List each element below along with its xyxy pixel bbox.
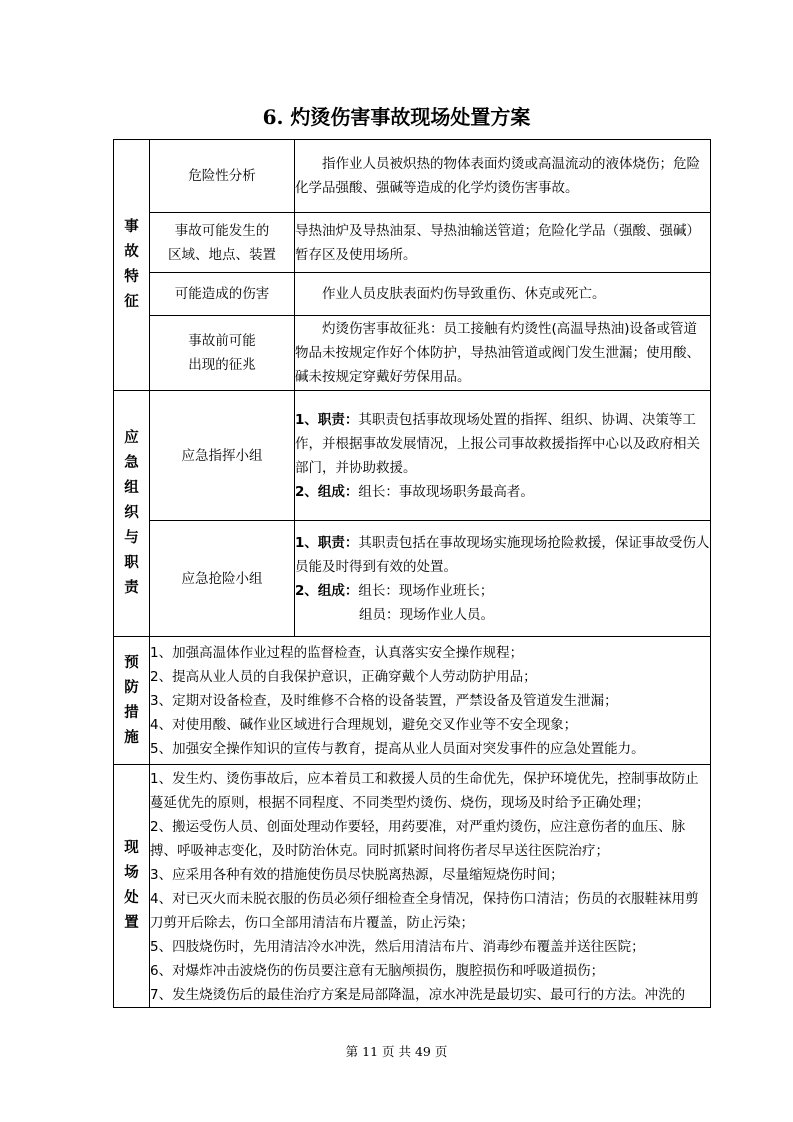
table-row bbox=[114, 273, 711, 316]
section-header-accident: 事 故 特 征 bbox=[114, 140, 150, 391]
row-value: 导热油炉及导热油泵、导热油输送管道；危险化学品（强酸、强碱）暂存区及使用场所。 bbox=[295, 213, 711, 273]
table-row bbox=[114, 316, 711, 391]
list-item: 5、加强安全操作知识的宣传与教育，提高从业人员面对突发事件的应急处置能力。 bbox=[150, 740, 645, 757]
row-value: 1、职责：其职责包括事故现场处置的指挥、组织、协调、决策等工作，并根据事故发展情况，上报公司事故救援指挥中心以及政府相关部门，并协助救援。 2、组成：组长：事故现场职务最高者。 bbox=[295, 391, 711, 521]
table-row bbox=[114, 521, 711, 637]
row-label: 事故可能发生的 区域、地点、装置 bbox=[150, 213, 295, 273]
row-label: 危险性分析 bbox=[150, 140, 295, 213]
list-item: 3、应采用各种有效的措施使伤员尽快脱离热源，尽量缩短烧伤时间； bbox=[150, 867, 564, 883]
table-row bbox=[114, 213, 711, 273]
page-footer: 第 11 页 共 49 页 bbox=[345, 1044, 448, 1059]
row-value: 作业人员皮肤表面灼伤导致重伤、休克或死亡。 bbox=[295, 273, 711, 316]
section-header-prevention: 预 防 措 施 bbox=[114, 637, 150, 765]
list-item: 1、加强高温体作业过程的监督检查，认真落实安全操作规程； bbox=[150, 644, 524, 661]
table-row bbox=[114, 140, 711, 213]
list-item: 4、对使用酸、碱作业区域进行合理规划，避免交叉作业等不安全现象； bbox=[150, 716, 578, 733]
row-label: 应急指挥小组 bbox=[150, 391, 295, 521]
emergency-plan-table bbox=[113, 139, 711, 1008]
row-label: 应急抢险小组 bbox=[150, 521, 295, 637]
list-item: 6、对爆炸冲击波烧伤的伤员要注意有无脑颅损伤，腹腔损伤和呼吸道损伤； bbox=[150, 963, 605, 979]
prevention-list bbox=[150, 637, 711, 765]
row-label: 可能造成的伤害 bbox=[150, 273, 295, 316]
row-value: 灼烫伤害事故征兆：员工接触有灼烫性(高温导热油)设备或管道物品未按规定作好个体防护，导热油管道或阀门发生泄漏；使用酸、碱未按规定穿戴好劳保用品。 bbox=[295, 316, 711, 391]
onsite-list bbox=[150, 765, 711, 1008]
page-title: 6. 灼烫伤害事故现场处置方案 bbox=[262, 105, 531, 129]
row-label: 事故前可能 出现的征兆 bbox=[150, 316, 295, 391]
table-row bbox=[114, 391, 711, 521]
section-header-onsite: 现 场 处 置 bbox=[114, 765, 150, 1008]
row-value: 指作业人员被炽热的物体表面灼烫或高温流动的液体烧伤；危险化学品强酸、强碱等造成的化学灼烫伤害事故。 bbox=[295, 140, 711, 213]
list-item: 2、提高从业人员的自我保护意识，正确穿戴个人劳动防护用品； bbox=[150, 668, 537, 685]
section-header-organization: 应 急 组 织 与 职 责 bbox=[114, 391, 150, 637]
list-item: 3、定期对设备检查，及时维修不合格的设备装置，严禁设备及管道发生泄漏； bbox=[150, 692, 618, 709]
table-row bbox=[114, 637, 711, 765]
list-item: 4、对已灭火而未脱衣服的伤员必须仔细检查全身情况，保持伤口清洁；伤员的衣服鞋袜用剪刀剪开后除去，伤口全部用清洁布片覆盖，防止污染； bbox=[150, 891, 699, 931]
list-item: 5、四肢烧伤时，先用清洁冷水冲洗，然后用清洁布片、消毒纱布覆盖并送往医院； bbox=[150, 939, 645, 955]
table-row bbox=[114, 765, 711, 1008]
list-item: 7、发生烧烫伤后的最佳治疗方案是局部降温，凉水冲洗是最切实、最可行的方法。冲洗的 bbox=[150, 987, 686, 1003]
list-item: 2、搬运受伤人员、创面处理动作要轻，用药要准，对严重灼烫伤，应注意伤者的血压、脉搏、呼吸神志变化，及时防治休克。同时抓紧时间将伤者尽早送往医院治疗； bbox=[150, 819, 686, 859]
row-value: 1、职责：其职责包括在事故现场实施现场抢险救援，保证事故受伤人员能及时得到有效的处置。 2、组成：组长：现场作业班长； 组员：现场作业人员。 bbox=[295, 521, 711, 637]
list-item: 1、发生灼、烫伤事故后，应本着员工和救援人员的生命优先，保护环境优先，控制事故防止蔓延优先的原则，根据不同程度、不同类型灼烫伤、烧伤，现场及时给予正确处理； bbox=[150, 771, 699, 811]
